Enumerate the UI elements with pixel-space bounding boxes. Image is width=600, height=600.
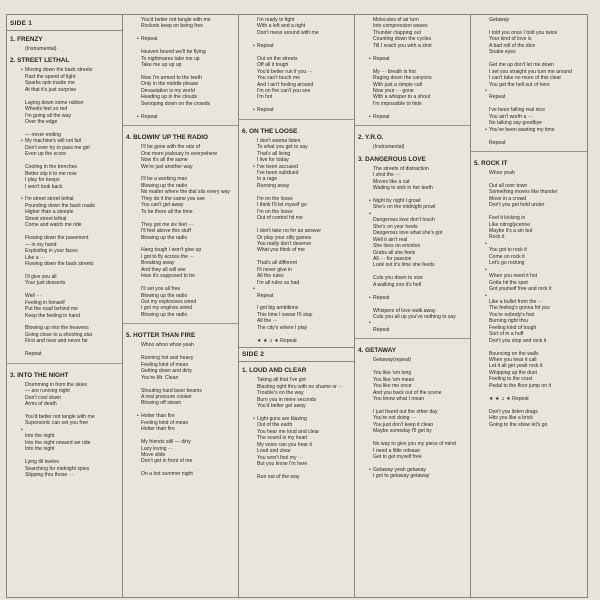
lyric-line: Breaking away — [141, 260, 175, 267]
lyric-line: Molecules of air turn — [373, 17, 419, 23]
lyric-line: Lazy loving ··· — [141, 445, 173, 452]
column-2 — [123, 15, 239, 597]
lyric-line: Put the road behind me — [25, 306, 78, 313]
lyrics-block — [7, 67, 122, 357]
lyric-line: Exploding in your faces — [25, 248, 78, 255]
lyric-line: Burn you in mere seconds — [257, 396, 317, 403]
lyric-line: Out of control hit me — [257, 215, 303, 222]
lyric-line: Look out it's time she feeds — [373, 262, 435, 269]
lyric-line: Now it's all the same — [141, 157, 188, 164]
lyric-line: This time I swear I'll stay — [257, 311, 313, 318]
lyric-line: Like nitroglycerine — [489, 221, 531, 228]
divider — [123, 125, 238, 126]
lyric-line — [471, 293, 587, 299]
lyric-line: I got my engines wired — [141, 305, 192, 312]
lyric-line: I don't take no for an answer — [257, 228, 322, 235]
lyric-line: You're not doing ··· — [373, 415, 416, 422]
lyric-line: To what you got to say — [257, 144, 308, 151]
lyric-line: Into the night — [25, 446, 55, 453]
lyric-line: At that it's just surprise — [25, 86, 77, 93]
song-title-blowin-up-the-radio: 4. BLOWIN' UP THE RADIO — [126, 134, 208, 142]
song-title-yro: 2. Y.R.O. — [358, 134, 384, 142]
lyric-line: Dangerous love what she's got — [373, 230, 443, 237]
lyric-line: Move in a crowd — [489, 195, 527, 202]
lyric-line: The city's where I play — [257, 324, 308, 331]
lyric-line: Well it ain't real — [373, 236, 408, 243]
lyric-line: Laying down some rubber — [25, 99, 84, 106]
lyric-line: Lying till twelve — [25, 459, 60, 466]
lyric-line: You really don't deserve — [257, 240, 312, 247]
lyric-line: Waiting to sink in her teeth — [373, 185, 433, 192]
lyric-line: You'd better run if you ··· — [257, 68, 313, 75]
lyric-line: I can't take no more of this clear — [489, 75, 562, 82]
lyric-line: Sort of in a huff — [489, 331, 524, 338]
lyric-line: Blasting right thru with no shame or ··· — [257, 383, 344, 390]
lyric-line: She's on the midnight prowl — [373, 204, 436, 211]
lyric-line: • Getaway yeah getaway — [355, 467, 470, 473]
lyric-line — [471, 241, 587, 247]
lyric-line: Like a ··· — [25, 254, 46, 261]
lyric-line: Flowing down the back streets — [25, 260, 94, 267]
lyric-line: With a whisper to a shout — [373, 94, 431, 101]
lyrics-block — [239, 17, 354, 114]
lyric-line: Dangerous love don't touch — [373, 217, 435, 224]
lyric-line: No matter where the dial sits every way — [141, 189, 230, 196]
lyric-line: I'm on fire can't you see — [257, 87, 311, 94]
lyric-line: Blowing up the radio — [141, 234, 188, 241]
lyric-line: I'll give you all — [25, 273, 57, 280]
lyric-line: • Repeat — [355, 56, 470, 62]
lyric-line: Raging down the canyons — [373, 75, 432, 82]
lyric-line: Got my explosives wired — [141, 299, 197, 305]
lyrics-block — [355, 166, 470, 334]
lyric-line: I told you once I told you twice — [489, 29, 558, 36]
lyric-line: • Repeat — [355, 114, 470, 120]
lyric-line: Taking all that I've got — [257, 377, 306, 384]
lyric-line: Counting down the cycles — [373, 36, 432, 43]
lyric-line: I don't wanna listen — [257, 137, 301, 144]
lyric-line: Past the speed of light — [25, 73, 76, 80]
lyric-line: You like 'em mean — [373, 376, 415, 383]
lyric-line: Hang tough I won't give up — [141, 247, 202, 254]
lyric-line: Repeat — [257, 292, 274, 299]
song-title-frenzy: 1. FRENZY — [10, 36, 43, 43]
lyric-line: Your kind of love is — [489, 36, 532, 43]
lyric-line: I'll be gone with the rats of — [141, 144, 201, 151]
song-title-into-the-night: 3. INTO THE NIGHT — [10, 371, 69, 379]
lyric-line: Repeat — [489, 94, 506, 101]
lyric-line: You ain't worth a ··· — [489, 113, 533, 120]
lyric-line: • You've been wasting my time — [471, 127, 587, 133]
lyric-line: That's all different — [257, 260, 297, 267]
lyric-line: Get me up don't let me down — [489, 62, 554, 69]
lyric-line: Feeling to the crust — [489, 376, 533, 383]
lyric-line: I live for today — [257, 157, 289, 164]
lyric-line: • Repeat — [123, 114, 238, 120]
lyric-line: You'd better not tangle with me — [25, 413, 95, 420]
lyric-line: Pounding down the back roads — [25, 202, 95, 209]
lyric-line: Something moves like thunder — [489, 189, 558, 196]
lyric-line: I play for keeps — [25, 177, 60, 184]
lyric-line: To nightmares take me up — [141, 55, 200, 62]
lyric-line: I'm ready to fight — [257, 17, 295, 23]
lyric-line: Don't you listen drags — [489, 408, 538, 415]
divider — [355, 338, 470, 339]
lyric-line: Getaway(repeat) — [373, 357, 411, 364]
lyric-line: My ··· breath is hot — [373, 68, 416, 75]
lyric-line: A walking zoo it's hell — [373, 281, 421, 288]
lyric-line: You'd better get away — [257, 402, 306, 409]
lyric-line: Repeat — [489, 139, 506, 146]
lyric-line: My friends still — dirty — [141, 439, 191, 446]
lyric-line: Blowing up into the heavens — [25, 325, 89, 332]
lyric-line: I'm going all the way — [25, 112, 71, 119]
lyric-line: I got to getaway getaway — [373, 473, 430, 480]
lyric-line: Moves like a cat — [373, 178, 410, 185]
lyric-line: Even up the score — [25, 151, 67, 158]
lyric-line: I'm on the loose — [257, 195, 293, 202]
lyric-line: ★ ★ ♫ ★ Repeat — [489, 395, 529, 402]
lyric-line: A real pressure cooker — [141, 393, 192, 400]
lyric-line: Till I reach you with a shot — [373, 42, 432, 49]
lyric-line: Cuts you all up you've nothing to say — [373, 314, 456, 320]
lyric-line: Maybe it's a sin but — [489, 228, 533, 235]
lyric-line: Got yourself free and rock it — [489, 286, 552, 293]
lyric-line: Get to get myself free — [373, 454, 422, 461]
divider — [355, 125, 470, 126]
lyric-line: — never ending — [25, 131, 61, 138]
lyric-line: The sound is my heart — [257, 435, 308, 442]
lyric-line: She lives on emotion — [373, 243, 421, 250]
lyric-line: Rockets keep on being free — [141, 23, 204, 30]
lyric-line: Let's go rocking — [489, 260, 525, 267]
lyric-line: I'm all rules so bad — [257, 279, 300, 286]
lyric-line: Trouble's on the way — [257, 390, 304, 397]
lyric-line: With just a simple call — [373, 81, 422, 88]
lyric-line: To be there all the time — [141, 208, 193, 215]
lyric-line: No way to give you my piece of mind — [373, 441, 456, 448]
lyric-line: I need a little release — [373, 447, 421, 454]
lyric-line: Hits you like a brick — [489, 415, 533, 422]
lyrics-block — [123, 17, 238, 120]
column-1 — [7, 15, 123, 597]
lyric-line: Shouting hard laser beams — [141, 387, 202, 394]
lyric-line: Running away — [257, 182, 290, 189]
lyric-line: You're nobody's fool — [489, 311, 535, 318]
lyric-line: I'm on the loose — [257, 208, 293, 215]
lyric-line: Whoo whoo whoo yeah — [141, 342, 194, 349]
lyric-line: Hotter than fire — [141, 426, 175, 433]
lyric-line: They got me six feet ··· — [141, 221, 194, 228]
lyric-line: • I'm street street lethal — [7, 196, 122, 202]
lyric-line: Supersonic can set you free — [25, 420, 89, 427]
lyric-line: Don't ever try to pass me girl — [25, 144, 90, 151]
lyric-line: Going close to a shooting star — [25, 331, 93, 338]
lyric-line: — in my hand — [25, 241, 57, 248]
lyric-line: All the rules — [257, 273, 284, 280]
lyric-line — [471, 267, 587, 273]
lyric-line: You can't get away — [141, 202, 184, 209]
lyric-line: They do it the same you see — [141, 195, 205, 202]
lyric-line: You'd better not tangle with me — [141, 17, 211, 23]
lyric-line: Snake eyes — [489, 49, 516, 56]
lyric-line: • Moving down the back streets — [7, 67, 122, 73]
lyric-line: Don't you get held under — [489, 202, 545, 209]
divider — [7, 363, 122, 364]
lyric-line: Out on the streets — [257, 55, 298, 62]
lyric-line: — are running night — [25, 388, 70, 395]
lyric-line: My voice can you hear it — [257, 441, 312, 448]
lyric-line: Swooping down on the crowds — [141, 100, 211, 107]
lyric-line: You know what I mean — [373, 396, 425, 403]
song-title-street-lethal: 2. STREET LETHAL — [10, 57, 70, 65]
lyric-line: You hear me loud and clear — [257, 428, 320, 435]
lyric-line: I'll be a working man — [141, 176, 188, 183]
lyric-line: Devastation is my world — [141, 87, 195, 94]
lyric-line: Off all it tough — [257, 62, 289, 69]
lyric-line: Higher than a steeple — [25, 209, 74, 216]
lyric-line: You get the hell out of here — [489, 81, 550, 88]
lyric-line: On a hot summer night — [141, 471, 193, 478]
lyric-sheet — [6, 14, 588, 598]
lyric-line: All ··· for passion — [373, 255, 412, 262]
lyric-line: Now your ··· gone — [373, 87, 414, 94]
lyric-line: No talking say goodbye — [489, 120, 542, 127]
lyric-line: Whispers of love walk away — [373, 307, 436, 314]
lyric-line: And I ain't fooling around — [257, 81, 314, 88]
lyrics-block — [123, 342, 238, 477]
lyric-line: I got to fly across the ··· — [141, 253, 195, 260]
lyric-line: Move slide — [141, 452, 166, 458]
lyric-line: Drumming in from the skies — [25, 381, 87, 388]
lyric-line: She's on your heels — [373, 223, 418, 230]
lyric-line: Cuts you down to size — [373, 275, 423, 282]
lyric-line: You just don't keep it clean — [373, 421, 434, 428]
lyric-line: Cooling in the trenches — [25, 164, 78, 171]
lyric-line: (Instrumental) — [25, 46, 57, 52]
lyrics-block — [239, 377, 354, 480]
lyric-line: Don't cool down — [25, 394, 62, 401]
lyric-line: A bad roll of the dice — [489, 42, 536, 49]
lyric-line: ★ ★ ♫ ★ Repeat — [257, 337, 297, 344]
lyric-line: Over the edge — [25, 119, 58, 126]
lyric-line: • I've been accused — [239, 164, 354, 170]
lyric-line: In a rage — [257, 176, 278, 183]
lyric-line: I think I'll let myself go — [257, 202, 307, 209]
lyric-line: You can't touch me — [257, 75, 300, 82]
lyric-line: I've been falling real nice — [489, 107, 545, 114]
lyric-line: The streets of distraction — [373, 165, 429, 172]
lyric-line: Into the night — [25, 433, 55, 440]
lyric-line: Wheels feel so red — [25, 106, 68, 113]
column-5 — [471, 15, 587, 597]
column-3 — [239, 15, 355, 597]
lyric-line: Getaway — [489, 17, 510, 23]
lyric-line: Heading up in the clouds — [141, 94, 198, 101]
lyric-line: And you back out of the scene — [373, 389, 442, 396]
lyric-line: You like me once — [373, 383, 412, 390]
lyric-line: I'll set you all free — [141, 286, 181, 293]
lyric-line: Let it all get yeah rock it — [489, 363, 543, 370]
lyric-line: Better slip it to me now — [25, 170, 77, 177]
lyric-line: Sparks spin inside me — [25, 80, 75, 87]
lyric-line: Bouncing on the walls — [489, 350, 539, 357]
lyric-line: I've been subdued — [257, 170, 299, 177]
lyric-line: • Repeat — [123, 36, 238, 42]
lyric-line: I'll never give in — [257, 266, 292, 273]
lyric-line: • Hotter than fire — [123, 413, 238, 419]
lyric-line: Feeling kind of mean — [141, 361, 189, 368]
lyrics-block — [355, 17, 470, 120]
lyric-line: I just found out the other day — [373, 408, 438, 415]
lyric-line — [239, 286, 354, 292]
lyric-line: Into compression waves — [373, 23, 428, 30]
lyric-line: Repeat — [25, 351, 42, 358]
column-4 — [355, 15, 471, 597]
lyric-line: That's all living — [257, 150, 291, 157]
lyric-line: • Night by night I growl — [355, 198, 470, 204]
lyric-line: I'm impossible to hide — [373, 100, 422, 107]
lyric-line: Arms of death — [25, 401, 57, 408]
lyric-line: • Repeat — [239, 43, 354, 49]
lyric-line: Thunder clapping out — [373, 29, 421, 36]
lyric-line: Gotta hit the spot — [489, 279, 528, 286]
lyric-line: Blowing up the radio — [141, 292, 188, 299]
lyric-line: (Instrumental) — [373, 144, 405, 151]
lyric-line: I got big ambitions — [257, 305, 299, 312]
song-title-getaway: 4. GETAWAY — [358, 347, 396, 355]
lyric-line: Repeat — [373, 326, 390, 333]
lyrics-block — [239, 138, 354, 344]
lyric-line: Feeling kind of tough — [489, 324, 537, 331]
lyrics-block — [7, 382, 122, 479]
lyric-line: • My machine's will not fail — [7, 138, 122, 144]
lyric-line: And they all will see — [141, 266, 186, 273]
lyric-line: Well ··· — [25, 293, 42, 300]
lyric-line: Keep the feeling in hand — [25, 312, 80, 319]
lyric-line: Blowing off steam — [141, 400, 182, 407]
lyric-line: • Repeat — [355, 295, 470, 301]
lyric-line: Like a bullet from the ··· — [489, 298, 543, 305]
side-2-header: SIDE 2 — [239, 347, 354, 362]
lyric-line: The feeling's gonna hit you — [489, 305, 550, 312]
lyric-line: I won't look back — [25, 183, 63, 190]
lyric-line: Feeling kind of mean — [141, 419, 189, 426]
lyric-line — [355, 211, 470, 217]
lyric-line: What you think of me — [257, 247, 305, 254]
lyric-line: Loud and clear — [257, 448, 291, 455]
lyric-line: • Light guns are blazing — [239, 416, 354, 422]
lyric-line: Don't mess around with me — [257, 29, 319, 36]
divider — [471, 151, 587, 152]
lyric-line: I'm hot — [257, 94, 273, 101]
lyric-line: But you know I'm here — [257, 461, 308, 468]
lyric-line: Getting down and dirty — [141, 368, 192, 375]
lyric-line: Out all over town — [489, 182, 528, 189]
lyric-line: First and near and never far — [25, 338, 88, 345]
divider — [123, 323, 238, 324]
lyric-line: One more jealousy to everywhere — [141, 150, 218, 157]
lyric-line: Maybe someday I'll get by — [373, 428, 432, 435]
lyric-line: Don't you stop and rock it — [489, 337, 547, 344]
lyric-line: Whoo yeah — [489, 169, 515, 176]
lyric-line: Whipping up the dust — [489, 369, 537, 376]
song-title-on-the-loose: 6. ON THE LOOSE — [242, 127, 298, 135]
lyric-line: Going to the show let's go — [489, 421, 548, 428]
song-title-loud-and-clear: 1. LOUD AND CLEAR — [242, 367, 307, 375]
lyric-line: All the ··· — [257, 318, 278, 325]
lyric-line: Come and watch me ride — [25, 222, 82, 229]
lyric-line: I'll feel above this stuff — [141, 228, 191, 235]
lyric-line — [7, 427, 122, 433]
lyric-line: How it's supposed to be — [141, 273, 195, 280]
lyric-line: Run out of the way — [257, 473, 300, 480]
lyric-line — [471, 88, 587, 94]
lyric-line: You're Mr. Clean — [141, 374, 179, 381]
lyric-line: Only in the middle please — [141, 81, 199, 88]
lyrics-block — [355, 357, 470, 480]
lyric-line: Come on rock it — [489, 253, 525, 260]
lyric-line: You got to rock it — [489, 247, 527, 254]
lyric-line: Or play your silly games — [257, 234, 312, 241]
lyric-line: Slipping thru those ··· — [25, 472, 74, 478]
side-1-header: SIDE 1 — [7, 17, 122, 31]
lyric-line: I shot the ··· — [373, 172, 401, 179]
lyric-line: I set you straight you turn me around — [489, 68, 572, 75]
lyrics-block — [123, 144, 238, 318]
divider — [239, 119, 354, 120]
lyric-line: With a left and a right — [257, 23, 306, 30]
song-title-hotter-than-fire: 5. HOTTER THAN FIRE — [126, 332, 196, 340]
lyric-line: • Repeat — [239, 107, 354, 113]
lyric-line — [355, 320, 470, 326]
lyric-line: Searching for midnight spies — [25, 465, 90, 472]
lyric-line: When you hear it call — [489, 357, 537, 364]
lyric-line: Don't get in front of me — [141, 458, 193, 465]
lyric-line: You like 'em long — [373, 370, 412, 377]
song-title-rock-it: 5. ROCK IT — [474, 159, 508, 167]
lyric-line: Burning right thru — [489, 318, 529, 325]
lyric-line: Take me up up up — [141, 62, 182, 69]
lyric-line: When you need it hot — [489, 273, 538, 280]
lyric-line: Now I'm armed to the teeth — [141, 75, 202, 82]
lyric-line: Running hot and heavy — [141, 355, 194, 362]
lyric-line: Pedal to the floor jump on it — [489, 382, 552, 389]
lyric-line: Rock it — [489, 234, 505, 241]
lyric-line: Your just desserts — [25, 280, 66, 287]
lyrics-block — [471, 17, 587, 146]
lyric-line: Feeling in himself — [25, 299, 65, 306]
lyric-line: Blowing up the radio — [141, 311, 188, 318]
lyric-line: Heaven bound we'll be flying — [141, 49, 206, 56]
lyric-line: Flowing down the pavement — [25, 235, 89, 242]
song-title-dangerous-love: 3. DANGEROUS LOVE — [358, 155, 426, 163]
lyric-line: You won't fool my ··· — [257, 454, 304, 461]
lyric-line: Blowing up the radio — [141, 182, 188, 189]
lyrics-block — [471, 170, 587, 428]
lyric-line: Feel it kicking in — [489, 215, 526, 222]
lyric-line: We're just another way — [141, 163, 193, 170]
lyric-line: Out of the earth — [257, 422, 293, 429]
lyric-line: Street street lethal — [25, 215, 67, 222]
lyric-line: Into the night onward we ride — [25, 439, 91, 446]
lyric-line: Grabs all she feels — [373, 249, 416, 256]
